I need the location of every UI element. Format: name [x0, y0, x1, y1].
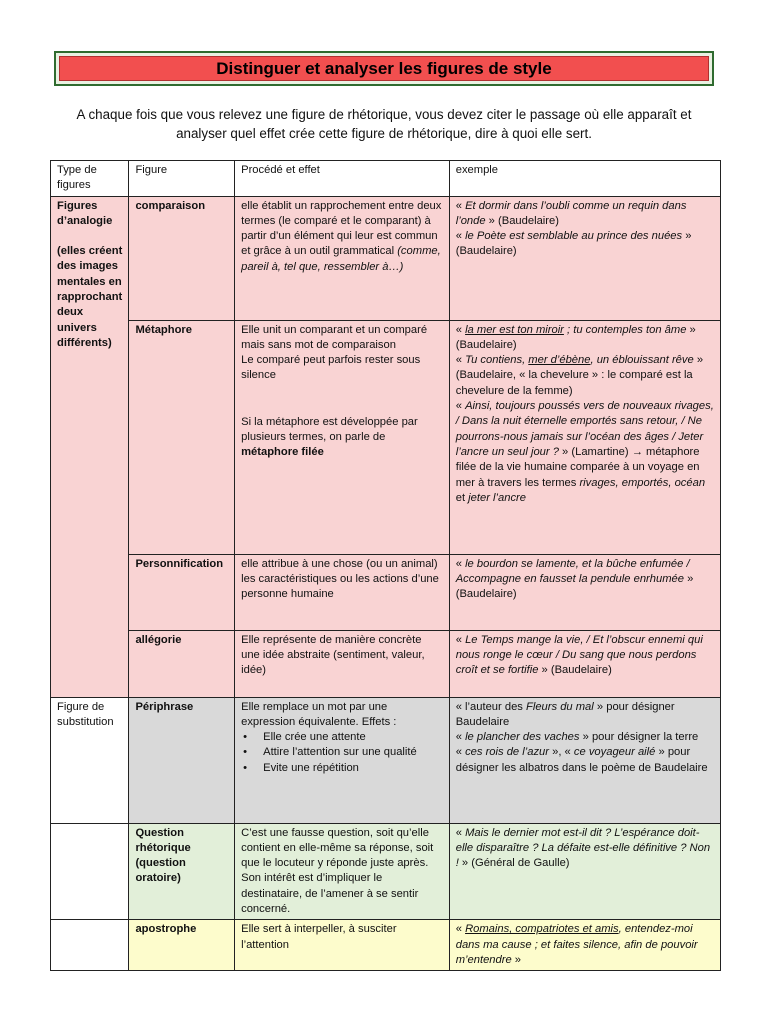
procede-text: Le comparé peut parfois rester sous silence: [241, 354, 421, 382]
procede-italic: (comme, pareil à, tel que, ressembler à…): [241, 245, 441, 273]
figure-metaphore: Métaphore: [129, 320, 235, 554]
exemple-periphrase: [449, 697, 720, 823]
exemple-question-rhetorique: « Mais le dernier mot est-il dit ? L’espérance doit-elle disparaître ? La défaite est-elle définitive ? Non ! » (Général de Gaulle): [449, 823, 720, 920]
procede-text: elle établit un rapprochement entre deux termes (le comparé et le comparant) à partir d’un élément qui leur est commun et grâce à un outil grammatical: [241, 199, 442, 258]
procede-allegorie: Elle représente de manière concrète une idée abstraite (sentiment, valeur, idée): [235, 630, 450, 697]
table-row: [51, 697, 721, 823]
example-line: « le Poète est semblable au prince des nuées » (Baudelaire): [455, 230, 692, 258]
procede-question-rhetorique: C’est une fausse question, soit qu’elle contient en elle-même sa réponse, soit que le locuteur y réponde juste après. Son intérêt est d’impliquer le destinataire, de l’amener à se sentir concerné.: [235, 823, 450, 920]
page-title: Distinguer et analyser les figures de style: [59, 56, 709, 81]
exemple-personnification: « le bourdon se lamente, et la bûche enfumée / Accompagne en fausset la pendule enrhumée » (Baudelaire): [449, 554, 720, 630]
example-line: « l’auteur des Fleurs du mal » pour désigner Baudelaire: [455, 700, 675, 728]
intro-paragraph: A chaque fois que vous relevez une figure de rhétorique, vous devez citer le passage où elle apparaît et analyser quel effet crée cette figure de rhétorique, dire à quoi elle sert.: [76, 107, 692, 141]
example-line: « Ainsi, toujours poussés vers de nouveaux rivages, / Dans la nuit éternelle emportés sans retour, / Ne pourrons-nous jamais sur l’océan des âges / Jeter l’ancre un seul jour ? » (Lamartine) → métaphore filée de la vie humaine comparée à un voyage en mer à travers les termes rivages, emportés, océan et jeter l’ancre: [455, 400, 714, 504]
group-analogie-desc: (elles créent des images mentales en rapprochant deux univers différents): [57, 245, 123, 349]
empty-type-cell: [51, 920, 129, 971]
figure-periphrase: Périphrase: [129, 697, 235, 823]
example-line: « Tu contiens, mer d’ébène, un éblouissant rêve » (Baudelaire, « la chevelure » : le comparé est la chevelure de la femme): [455, 354, 704, 397]
example-line: « Et dormir dans l’oubli comme un requin dans l’onde » (Baudelaire): [455, 199, 687, 227]
procede-periphrase: [235, 697, 450, 823]
list-item: • Elle crée une attente: [263, 730, 443, 745]
exemple-apostrophe: « Romains, compatriotes et amis, entendez-moi dans ma cause ; et faites silence, afin de pouvoir m’entendre »: [449, 920, 720, 971]
procede-apostrophe: Elle sert à interpeller, à susciter l’attention: [235, 920, 450, 971]
table-row: [51, 920, 721, 971]
procede-text: Elle unit un comparant et un comparé mais sans mot de comparaison: [241, 323, 428, 351]
header-type: Type de figures: [51, 161, 129, 197]
exemple-allegorie: « Le Temps mange la vie, / Et l’obscur ennemi qui nous ronge le cœur / Du sang que nous perdons croît et se fortifie » (Baudelaire): [449, 630, 720, 697]
group-analogie: [51, 196, 129, 697]
title-frame: [54, 51, 714, 86]
example-line: « ces rois de l’azur », « ce voyageur ailé » pour désigner les albatros dans le poème de Baudelaire: [455, 746, 708, 774]
group-analogie-title: Figures d’analogie: [57, 199, 113, 227]
table-row: [51, 823, 721, 920]
table-row: [51, 320, 721, 554]
figure-comparaison: comparaison: [129, 196, 235, 320]
table-header-row: [51, 161, 721, 197]
figures-table: [50, 160, 721, 971]
table-row: [51, 630, 721, 697]
list-item: • Evite une répétition: [263, 761, 443, 776]
header-figure: Figure: [129, 161, 235, 197]
empty-type-cell: [51, 823, 129, 920]
table-row: [51, 554, 721, 630]
header-exemple: exemple: [449, 161, 720, 197]
figure-question-rhetorique: Question rhétorique (question oratoire): [129, 823, 235, 920]
figure-allegorie: allégorie: [129, 630, 235, 697]
group-substitution: Figure de substitution: [51, 697, 129, 823]
figure-apostrophe: apostrophe: [129, 920, 235, 971]
procede-personnification: elle attribue à une chose (ou un animal) les caractéristiques ou les actions d’une personne humaine: [235, 554, 450, 630]
procede-metaphore: [235, 320, 450, 554]
figure-personnification: Personnification: [129, 554, 235, 630]
header-procede: Procédé et effet: [235, 161, 450, 197]
right-arrow-icon: →: [631, 445, 643, 458]
procede-comparaison: [235, 196, 450, 320]
list-item: • Attire l’attention sur une qualité: [263, 745, 443, 760]
procede-text: Si la métaphore est développée par plusieurs termes, on parle de métaphore filée: [241, 415, 418, 459]
effects-list: [241, 730, 443, 776]
exemple-metaphore: [449, 320, 720, 554]
procede-text: Elle remplace un mot par une expression équivalente. Effets :: [241, 700, 397, 728]
exemple-comparaison: [449, 196, 720, 320]
example-line: « le plancher des vaches » pour désigner la terre: [455, 731, 699, 744]
table-row: [51, 196, 721, 320]
example-line: « la mer est ton miroir ; tu contemples ton âme » (Baudelaire): [455, 323, 696, 351]
